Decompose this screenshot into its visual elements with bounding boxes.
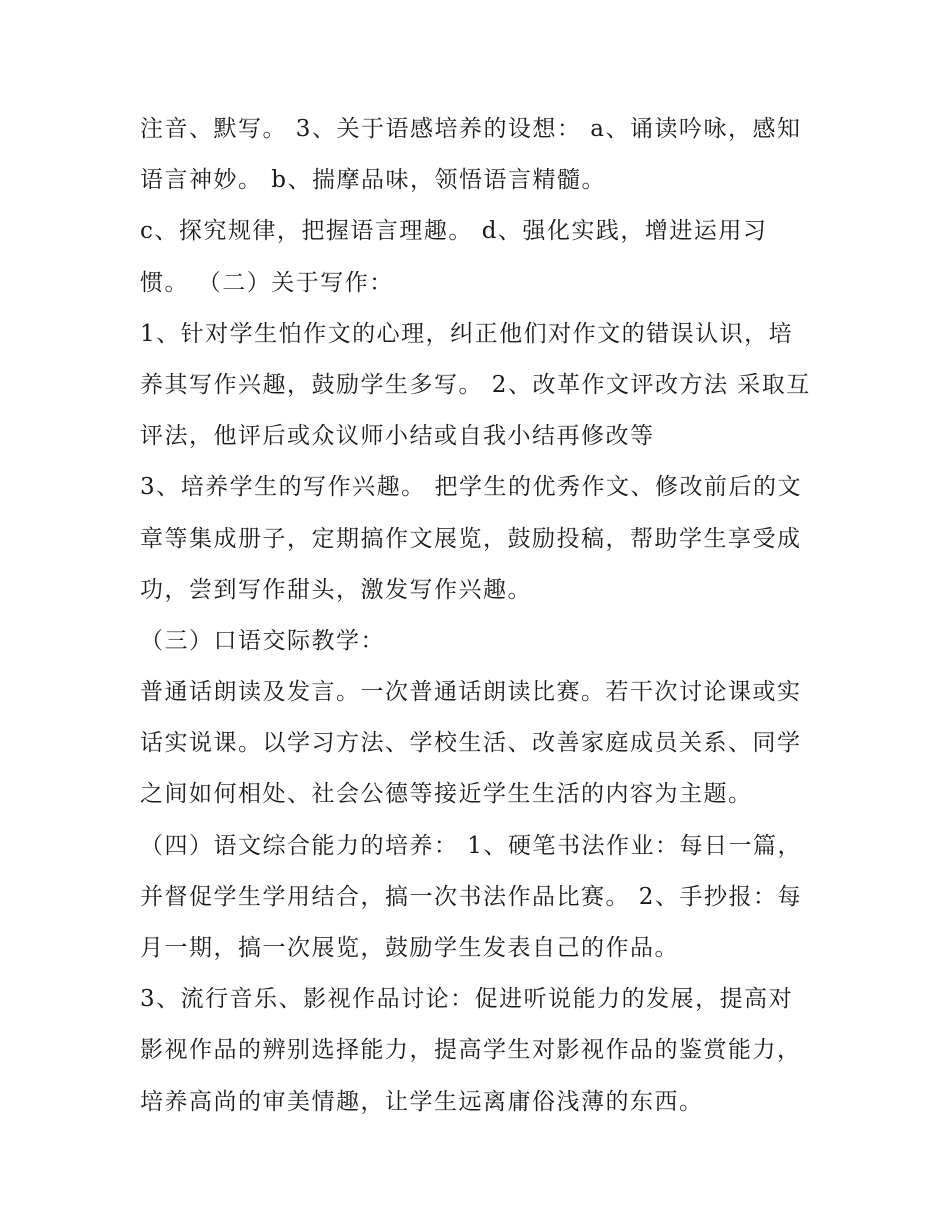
text-line: 之间如何相处、社会公德等接近学生生活的内容为主题。 bbox=[140, 781, 753, 808]
text-line: 养其写作兴趣，鼓励学生多写。 2、改革作文评改方法 采取互 bbox=[140, 371, 811, 398]
text-line: 功，尝到写作甜头，激发写作兴趣。 bbox=[140, 576, 532, 603]
text-line: 注音、默写。 3、关于语感培养的设想： a、诵读吟咏，感知 bbox=[140, 116, 802, 142]
text-line: （四）语文综合能力的培养： 1、硬笔书法作业：每日一篇， bbox=[140, 832, 802, 859]
text-line: 普通话朗读及发言。一次普通话朗读比赛。若干次讨论课或实 bbox=[140, 679, 802, 706]
text-line: 并督促学生学用结合，搞一次书法作品比赛。 2、手抄报：每 bbox=[140, 883, 802, 910]
text-line: c、探究规律，把握语言理趣。 d、强化实践，增进运用习 bbox=[140, 218, 768, 245]
text-line: 月一期，搞一次展览，鼓励学生发表自己的作品。 bbox=[140, 935, 679, 961]
text-line: 3、培养学生的写作兴趣。 把学生的优秀作文、修改前后的文 bbox=[140, 474, 802, 501]
text-line: 3、流行音乐、影视作品讨论：促进听说能力的发展，提高对 bbox=[140, 986, 794, 1013]
text-line: （三）口语交际教学： bbox=[140, 627, 385, 654]
text-line: 话实说课。以学习方法、学校生活、改善家庭成员关系、同学 bbox=[140, 730, 802, 757]
text-line: 1、针对学生怕作文的心理，纠正他们对作文的错误认识，培 bbox=[140, 320, 794, 347]
text-line: 惯。 （二）关于写作： bbox=[140, 269, 394, 296]
text-line: 培养高尚的审美情趣，让学生远离庸俗浅薄的东西。 bbox=[140, 1088, 704, 1115]
body-text bbox=[140, 104, 820, 1128]
text-line: 语言神妙。 b、揣摩品味，领悟语言精髓。 bbox=[140, 167, 607, 194]
text-line: 影视作品的辨别选择能力，提高学生对影视作品的鉴赏能力， bbox=[140, 1037, 802, 1064]
text-line: 评法，他评后或众议师小结或自我小结再修改等 bbox=[140, 423, 655, 450]
text-line: 章等集成册子，定期搞作文展览，鼓励投稿，帮助学生享受成 bbox=[140, 525, 802, 552]
